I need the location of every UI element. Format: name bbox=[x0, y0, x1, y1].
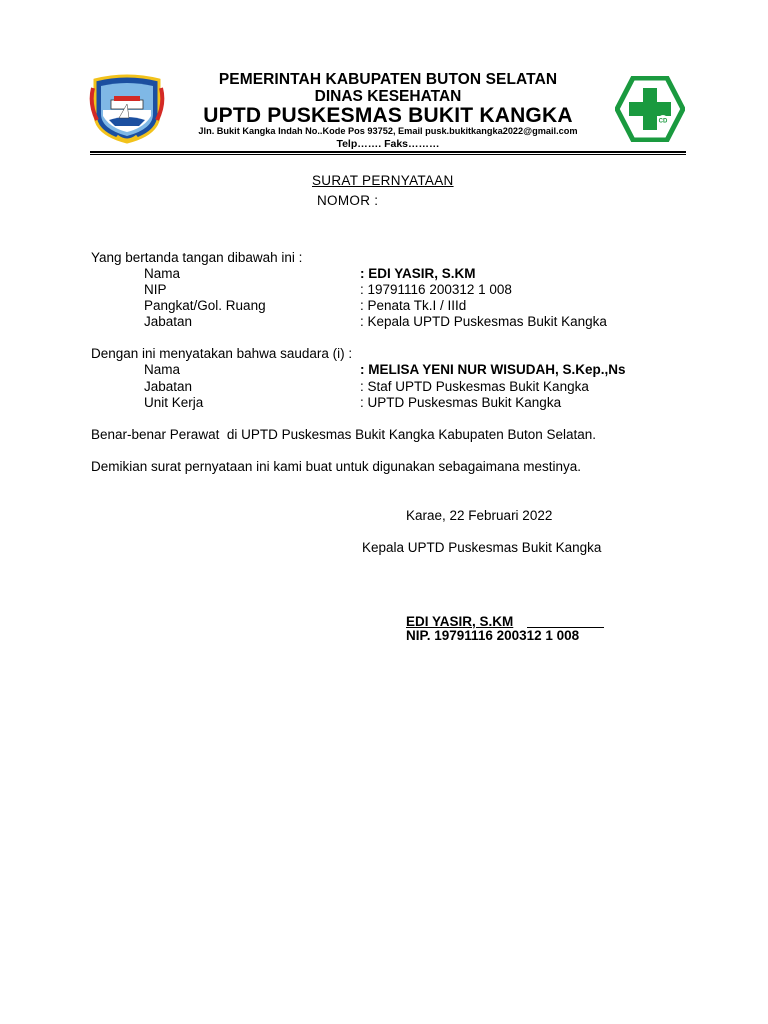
paragraph-closing: Demikian surat pernyataan ini kami buat untuk digunakan sebagaimana mestinya. bbox=[91, 459, 582, 474]
subject-label-unit: Unit Kerja bbox=[144, 395, 204, 410]
place-date: Karae, 22 Februari 2022 bbox=[406, 508, 553, 523]
paragraph-confirmation: Benar-benar Perawat di UPTD Puskesmas Bukit Kangka Kabupaten Buton Selatan. bbox=[91, 427, 597, 442]
intro-text: Yang bertanda tangan dibawah ini : bbox=[91, 250, 303, 265]
signer-value-position: : Kepala UPTD Puskesmas Bukit Kangka bbox=[360, 314, 607, 329]
signer-value-nip: : 19791116 200312 1 008 bbox=[360, 282, 512, 297]
signer-value-name: : EDI YASIR, S.KM bbox=[360, 266, 476, 281]
signatory-name: EDI YASIR, S.KM bbox=[406, 614, 514, 629]
letterhead-telp: Telp……. Faks……… bbox=[336, 138, 440, 150]
signer-label-nip: NIP bbox=[144, 282, 167, 297]
letterhead-institution: UPTD PUSKESMAS BUKIT KANGKA bbox=[203, 104, 573, 127]
document-number: NOMOR : bbox=[317, 193, 379, 208]
statement-text: Dengan ini menyatakan bahwa saudara (i) : bbox=[91, 346, 353, 361]
signer-label-position: Jabatan bbox=[144, 314, 193, 329]
letterhead-address: Jln. Bukit Kangka Indah No..Kode Pos 93752, Email pusk.bukitkangka2022@gmail.com bbox=[198, 126, 578, 136]
signatory-title: Kepala UPTD Puskesmas Bukit Kangka bbox=[362, 540, 602, 555]
letterhead-government: PEMERINTAH KABUPATEN BUTON SELATAN bbox=[218, 71, 558, 88]
signer-label-name: Nama bbox=[144, 266, 181, 281]
letterhead-rule-thin bbox=[90, 154, 686, 155]
subject-label-name: Nama bbox=[144, 362, 181, 377]
document-title: SURAT PERNYATAAN bbox=[312, 173, 454, 188]
subject-value-name: : MELISA YENI NUR WISUDAH, S.Kep.,Ns bbox=[360, 362, 626, 377]
subject-label-position: Jabatan bbox=[144, 379, 193, 394]
subject-value-unit: : UPTD Puskesmas Bukit Kangka bbox=[360, 395, 562, 410]
signatory-nip: NIP. 19791116 200312 1 008 bbox=[406, 628, 580, 643]
signer-value-rank: : Penata Tk.I / IIId bbox=[360, 298, 467, 313]
letterhead-rule-thick bbox=[90, 151, 686, 153]
subject-value-position: : Staf UPTD Puskesmas Bukit Kangka bbox=[360, 379, 589, 394]
letterhead-department: DINAS KESEHATAN bbox=[314, 88, 462, 105]
svg-text:CD: CD bbox=[658, 118, 668, 125]
signer-label-rank: Pangkat/Gol. Ruang bbox=[144, 298, 266, 313]
